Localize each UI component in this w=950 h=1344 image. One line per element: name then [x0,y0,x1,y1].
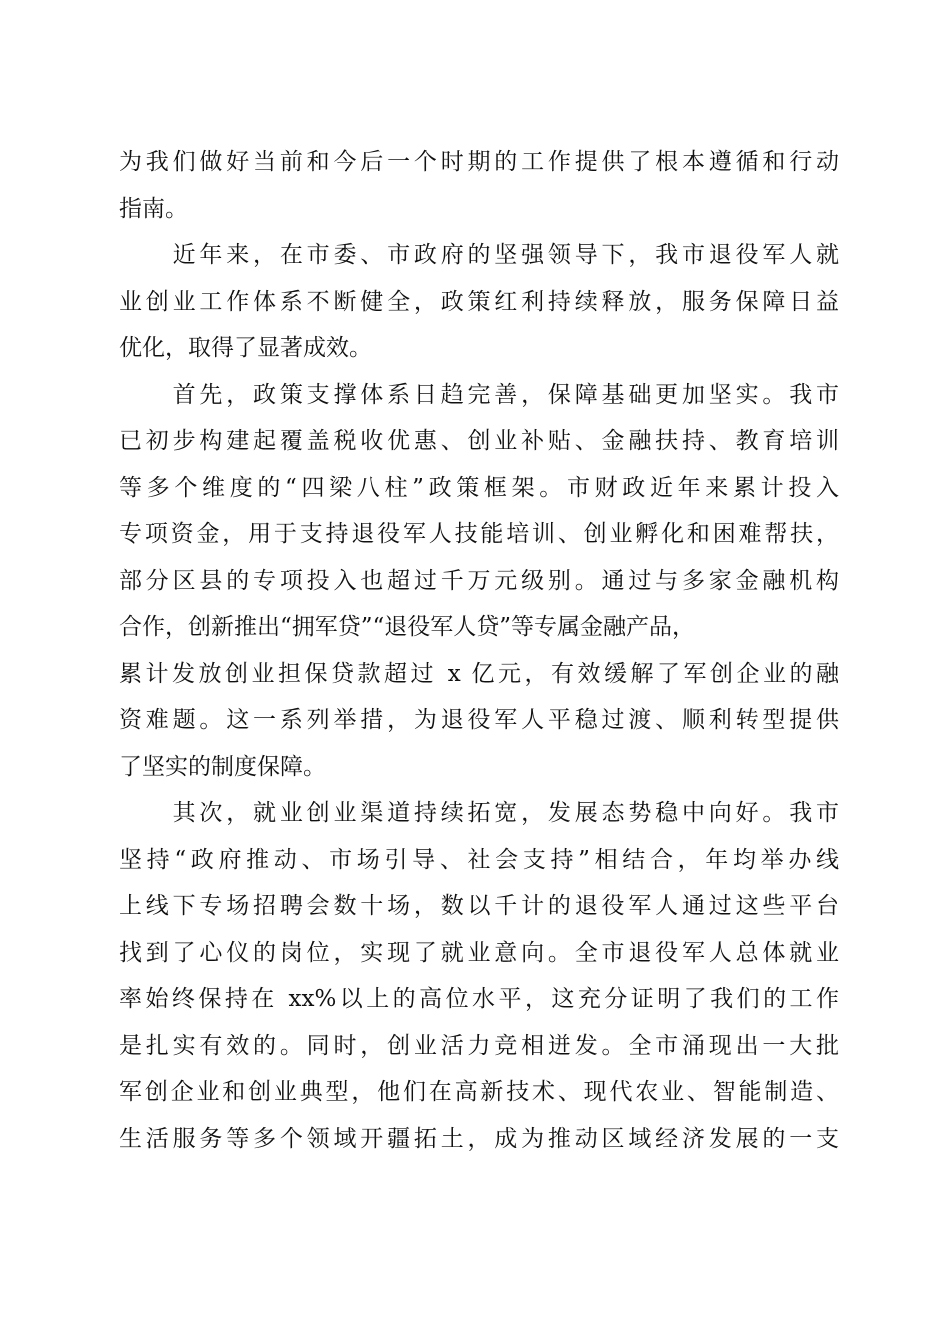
text-line: 其次，就业创业渠道持续拓宽，发展态势稳中向好。我市 [119,800,839,826]
text-line: 坚持“政府推动、市场引导、社会支持”相结合，年均举办线 [119,846,839,873]
paragraph-intro-tail [119,139,839,232]
text-line: 专项资金，用于支持退役军人技能培训、创业孵化和困难帮扶， [119,521,839,547]
text-line: 已初步构建起覆盖税收优惠、创业补贴、金融扶持、教育培训 [119,428,839,454]
text-line: 率始终保持在 xx%以上的高位水平，这充分证明了我们的工作 [119,986,839,1012]
paragraph-overview [119,232,839,372]
text-line: 找到了心仪的岗位，实现了就业意向。全市退役军人总体就业 [119,939,839,966]
paragraph-first-point [119,372,839,791]
text-line: 业创业工作体系不断健全，政策红利持续释放，服务保障日益 [119,288,839,315]
text-line: 资难题。这一系列举措，为退役军人平稳过渡、顺利转型提供 [119,707,839,733]
text-line: 军创企业和创业典型，他们在高新技术、现代农业、智能制造、 [119,1079,839,1105]
paragraph-second-point [119,790,839,1162]
text-line: 等多个维度的“四梁八柱”政策框架。市财政近年来累计投入 [119,474,839,501]
text-line: 首先，政策支撑体系日趋完善，保障基础更加坚实。我市 [119,381,839,408]
text-line: 累计发放创业担保贷款超过 x 亿元，有效缓解了军创企业的融 [119,660,839,687]
text-line: 合作，创新推出“拥军贷”“退役军人贷”等专属金融产品， [119,614,696,640]
text-line: 指南。 [119,195,188,222]
text-line: 部分区县的专项投入也超过千万元级别。通过与多家金融机构 [119,567,839,594]
text-line: 近年来，在市委、市政府的坚强领导下，我市退役军人就 [119,242,839,268]
text-line: 优化，取得了显著成效。 [119,335,372,361]
text-line: 为我们做好当前和今后一个时期的工作提供了根本遵循和行动 [119,149,839,175]
text-line: 了坚实的制度保障。 [119,753,326,780]
text-line: 是扎实有效的。同时，创业活力竞相迸发。全市涌现出一大批 [119,1032,839,1059]
text-line: 上线下专场招聘会数十场，数以千计的退役军人通过这些平台 [119,893,839,919]
document-body [119,139,839,1162]
text-line: 生活服务等多个领域开疆拓土，成为推动区域经济发展的一支 [119,1125,839,1152]
